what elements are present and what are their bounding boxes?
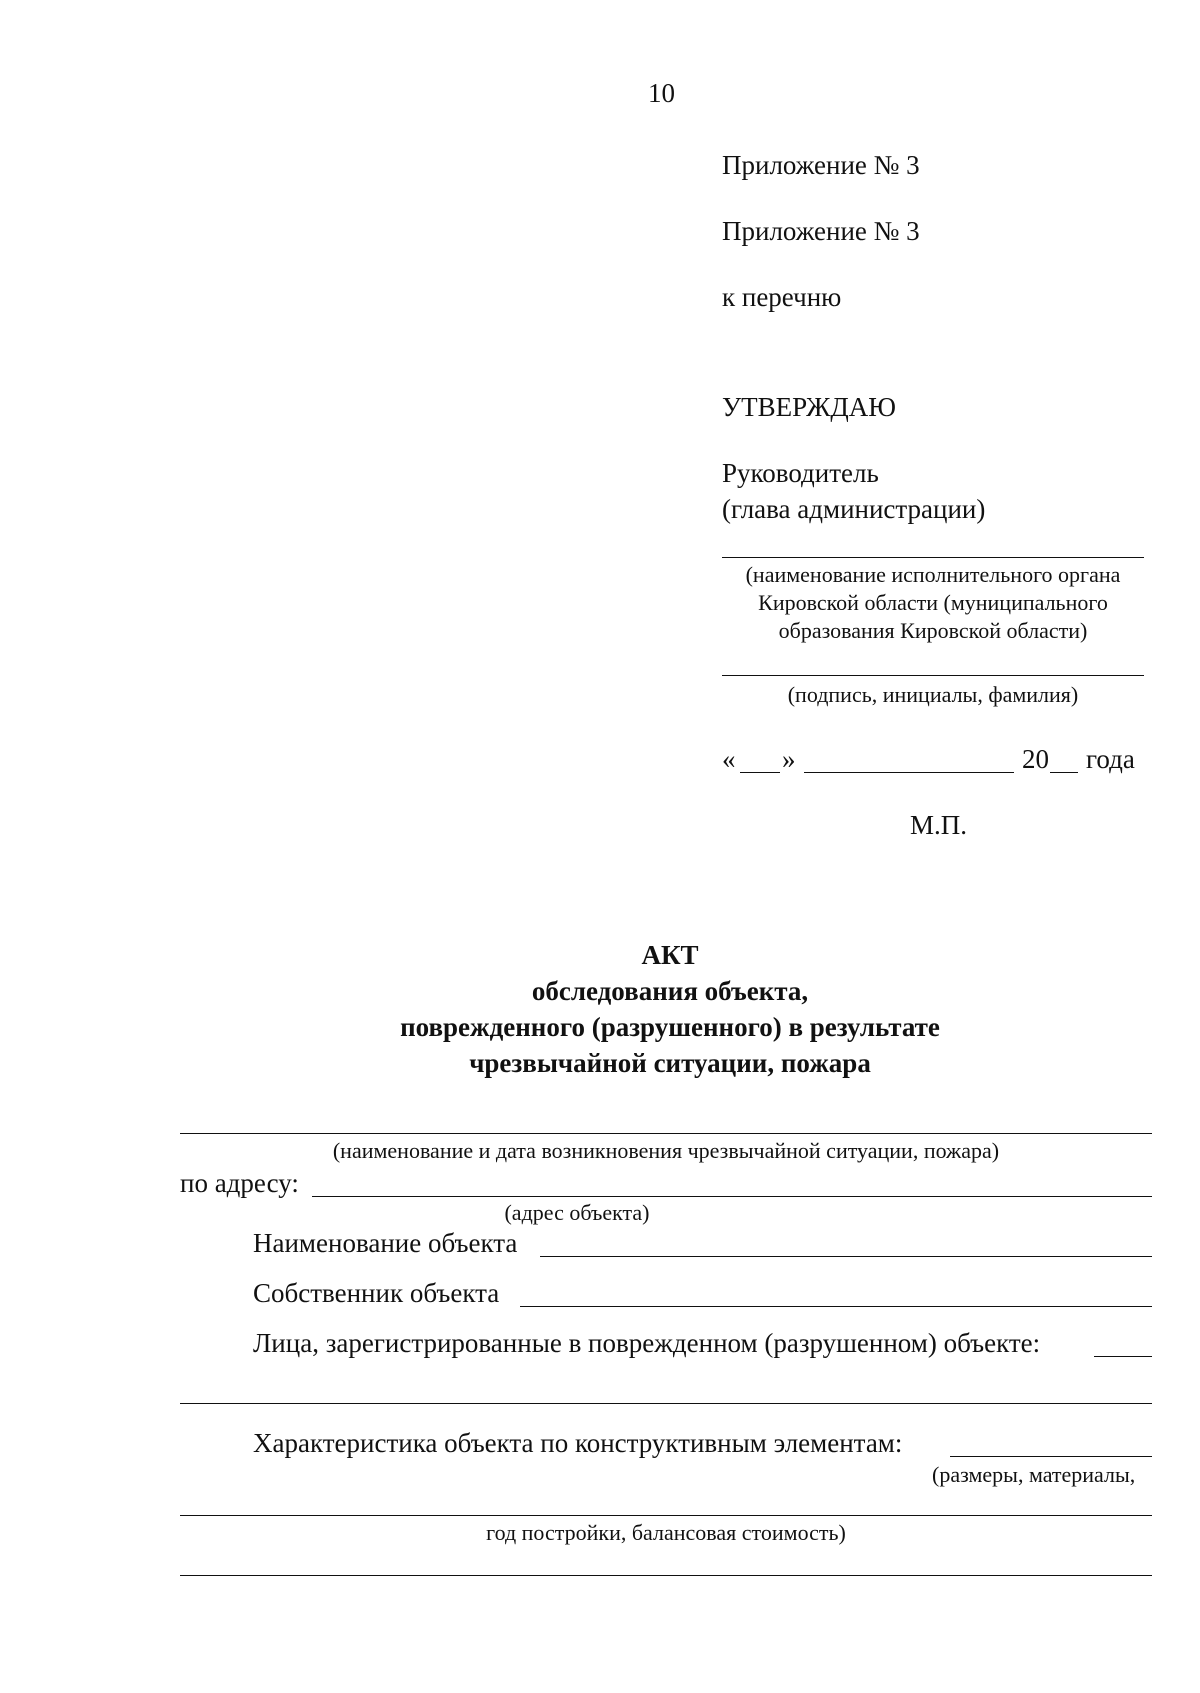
date-quote-open: « <box>722 744 736 774</box>
head-title-line2: (глава администрации) <box>722 494 986 524</box>
page-number: 10 <box>648 78 675 108</box>
doc-subtitle-line2: поврежденного (разрушенного) в результате <box>400 1012 940 1042</box>
characteristic-field-2[interactable] <box>180 1515 1152 1516</box>
emergency-caption: (наименование и дата возникновения чрезвычайной ситуации, пожара) <box>332 1138 1000 1163</box>
registered-persons-field-2[interactable] <box>180 1403 1152 1404</box>
to-list-label: к перечню <box>722 282 842 312</box>
org-caption-line2: Кировской области (муниципального <box>758 590 1108 615</box>
date-year-field[interactable] <box>1050 772 1078 773</box>
address-label: по адресу: <box>180 1168 299 1198</box>
registered-persons-field[interactable] <box>1094 1356 1152 1357</box>
address-field[interactable] <box>312 1196 1152 1197</box>
signature-caption: (подпись, инициалы, фамилия) <box>787 682 1079 707</box>
characteristic-caption-line2: год постройки, балансовая стоимость) <box>486 1520 846 1545</box>
characteristic-field-3[interactable] <box>180 1575 1152 1576</box>
signature-field[interactable] <box>722 675 1144 676</box>
org-name-field[interactable] <box>722 557 1144 558</box>
registered-persons-label: Лица, зарегистрированные в поврежденном (разрушенном) объекте: <box>253 1328 1041 1358</box>
org-caption-line3: образования Кировской области) <box>778 618 1088 643</box>
owner-field[interactable] <box>520 1306 1152 1307</box>
address-caption: (адрес объекта) <box>504 1200 650 1225</box>
object-name-field[interactable] <box>540 1256 1152 1257</box>
doc-title: АКТ <box>641 940 699 970</box>
object-name-label: Наименование объекта <box>253 1228 518 1258</box>
doc-subtitle-line3: чрезвычайной ситуации, пожара <box>469 1048 871 1078</box>
date-quote-close: » <box>782 744 796 774</box>
date-month-field[interactable] <box>804 772 1014 773</box>
owner-label: Собственник объекта <box>253 1278 500 1308</box>
year-prefix: 20 <box>1022 744 1049 774</box>
emergency-name-field[interactable] <box>180 1133 1152 1134</box>
stamp-label: М.П. <box>910 810 968 840</box>
characteristic-field[interactable] <box>950 1456 1152 1457</box>
head-title-line1: Руководитель <box>722 458 879 488</box>
approve-label: УТВЕРЖДАЮ <box>722 392 897 422</box>
characteristic-label: Характеристика объекта по конструктивным элементам: <box>253 1428 903 1458</box>
appendix-label-2: Приложение № 3 <box>722 216 920 246</box>
characteristic-caption-line1: (размеры, материалы, <box>932 1462 1136 1487</box>
doc-subtitle-line1: обследования объекта, <box>531 976 809 1006</box>
appendix-label-1: Приложение № 3 <box>722 150 920 180</box>
date-day-field[interactable] <box>740 772 780 773</box>
org-caption-line1: (наименование исполнительного органа <box>745 562 1121 587</box>
year-suffix: года <box>1086 744 1135 774</box>
